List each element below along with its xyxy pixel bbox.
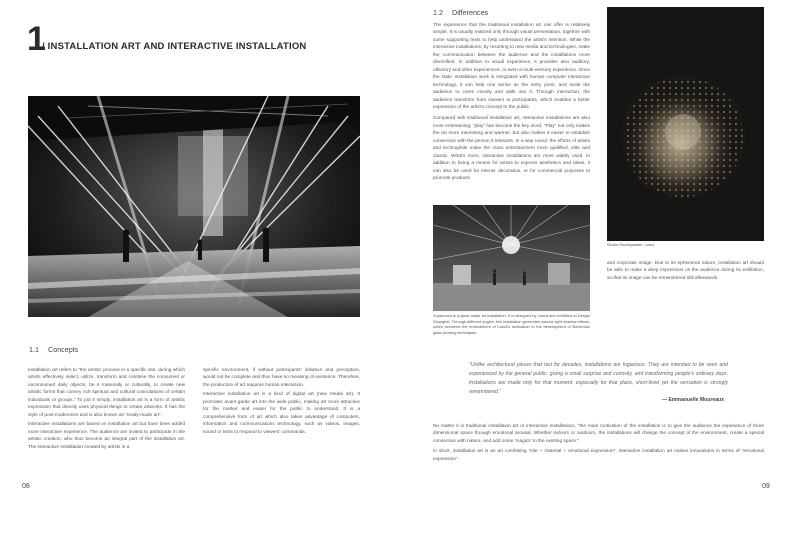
paragraph: specific environment, if without participants' initiation and perception, would not be complete and thus have no meaning of existence. Therefore, the production of art requires human interaction. (203, 368, 360, 388)
right-column-continuation (607, 260, 764, 282)
paragraph: Interactive installations are based on installation art but have been added more interactive experience. The audience are invited to participate in the artistic creation, who thus become an integral part of the installation art. The interactive installation created by artists in a (28, 422, 185, 450)
concepts-column-1 (28, 367, 185, 451)
paragraph: and corporate image. Due to its ephemeral nature, installation art should be able to make a deep impression on the audience during its exhibition, so that its image can be remembered still afterwards. (607, 261, 764, 281)
chapter-number: 1 (27, 20, 46, 58)
quote-author: — Emmanuelle Moureaux (662, 397, 724, 403)
installation-photo-supernova (433, 205, 590, 311)
section-number: 1.2 (433, 8, 443, 17)
installation-photo-laser-room (28, 96, 360, 317)
differences-column (433, 22, 590, 183)
paragraph: Interactive installation art is a kind of digital art (new media art). It promotes avant-garde art into the wide public, making art more attractive for the market and easier for the public to understand. It is a comprehensive form of art which also takes advantage of computers, information and communications technology, such as videos, images, sound or texts to respond to viewers' commands. (203, 392, 360, 435)
concepts-column-2 (203, 367, 360, 436)
chapter-title: / INSTALLATION ART AND INTERACTIVE INSTALLATION (42, 41, 307, 52)
paragraph: Compared with traditional installation art, interactive installations are also more entertaining; "play" has become the key word. "Play" not only makes the art more interesting and warmer, but also makes it easier to establish connection with the person it interacts. In a way round, the efforts of artists and technophile make the mass entertainment more qualified, elite and classic. What's more, interactive installations are more widely used. In addition to being a means for artists to express aesthetics and ideas, it can also be used for interior decoration, or for commercial purposes to promote products (433, 116, 590, 182)
paragraph: The experience that the traditional installation art can offer is relatively simple. It is usually realized only through visual presentation, together with some supporting texts to help understand the artist's intention. While the interactive installations, by resorting to new media and technologies, make the communication between the audience and the installations more diversified. In addition to visual experience, it provides also auditory, olfactory and other experiences, or even a multi-sensory experience. Once the static installation work is integrated with human computer interaction technology, it can help one sense as the entry point, and invite the audience to come closely and walk into it. Through interaction, the audience transform from viewers to participants, which enables a better expression of the artist's concept to the public. (433, 23, 590, 110)
paragraph: No matter it is traditional installation art or interactive installations, "the main motivation of the installation is to give the audience the experience of three dimensional space through emotional arousal. Whether indoors or outdoors, the installations will change the concept of the environment, create a special connection with nature, and add some 'magics' to the existing space." (433, 424, 764, 444)
section-title: Differences (452, 8, 489, 17)
section-heading-differences (433, 8, 488, 17)
section-title: Concepts (48, 345, 79, 354)
page-number-left: 08 (22, 483, 30, 490)
pull-quote: "Unlike architectural pieces that last for decades, installations are fugacious. They are intended to be seen and experienced by the general public, giving a small surprise and curiosity, and transforming people's ordinary days. Installations are made only for that moment, especially for that place, short-lived yet the sensation is strongly remembered." (469, 362, 728, 395)
photo-credit: Studio Roosegaarde: Lotus (607, 242, 655, 247)
installation-photo-lotus (607, 7, 764, 241)
paragraph: In short, installation art is an art combining "site + material + emotional expression"; interactive installation art makes innovations in terms of "emotional expression". (433, 449, 764, 462)
section-number: 1.1 (29, 345, 39, 354)
section-heading-concepts (29, 345, 78, 354)
page-number-right: 09 (762, 483, 770, 490)
paragraph: Installation art refers to "the artistic process in a specific site, during which artists effectively select, utilize, transform and combine the consumed or unconsumed daily objects, be it materially or culturally, to create new artistic forms that convey rich spiritual and cultural connotations of certain individuals or groups." To put it simply, installation art is a form of artistic expression that directly uses physical things to create artworks. It has the style of post-modernism and is also known as "ready-made art". (28, 368, 185, 418)
supernova-caption: Supernova is a glass made art installation. It is designed by Lasvit and exhibited at Design Shanghai. Through different angles, this installation generates various light shadow effects, which becomes the embodiment of Lasvit's dedication to the development of Bohemian glass blowing techniques. (433, 313, 590, 336)
conclusion-text (433, 423, 764, 463)
